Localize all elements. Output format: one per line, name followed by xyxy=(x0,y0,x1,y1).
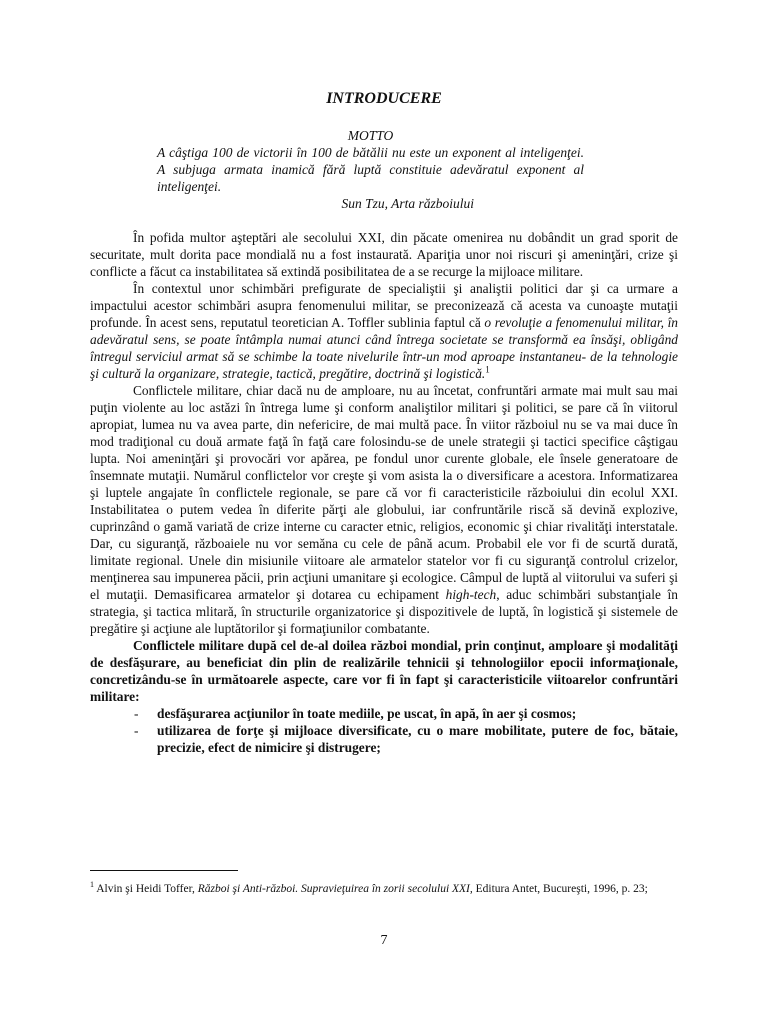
paragraph-3-text-end: , aduc schimbări substanţiale în strategia, şi tactica mlitară, în structurile organizatorice şi dispozitivele de luptă, în logistică şi sistemele de pregătire şi acţiune ale luptătorilor şi formaţiunilor combatante. xyxy=(90,587,678,636)
paragraph-3-italic-term: high-tech xyxy=(445,587,497,602)
footnote-publisher: Editura Antet, Bucureşti, 1996, p. 23; xyxy=(472,882,648,895)
motto-block xyxy=(157,127,584,212)
body-text xyxy=(90,229,678,756)
footnote-reference[interactable]: 1 xyxy=(485,364,490,375)
paragraph-2-quote: o revoluţie a fenomenului militar, în adevăratul sens, se poate întâmpla numai atunci când întrega societate se transformă ea însăşi, obligând întregul serviciul armat să se schimbe la toate nivelurile într-un mod aproape instantaneu- de la tehnologie şi cultură la organizare, strategie, tactică, pregătire, doctrină şi logistică. xyxy=(90,315,679,381)
paragraph-2-text: În contextul unor schimbări prefigurate de specialiştii şi analiştii politici dar şi ca urmare a impactului acestor schimbări asupra fenomenului militar, se preconizează că acesta va cunoaşte mutaţii profunde. În acest sens, reputatul teoretician A. Toffler sublinia faptul că xyxy=(90,281,678,330)
list-item xyxy=(90,705,678,722)
motto-attribution: Sun Tzu, Arta războiului xyxy=(341,196,474,211)
paragraph-3 xyxy=(90,382,678,637)
paragraph-3-text: Conflictele militare, chiar dacă nu de amploare, nu au încetat, confruntări armate mai mult sau mai puţin violente au loc astăzi în întrega lume şi conform analiştilor militari şi politici, se pare că în viitorul apropiat, lumea nu va avea parte, din nefericire, de mai multă pace. În viitor războiul nu se va mai duce în mod tradiţional cu două armate faţă în faţă care folosindu-se de unele strategii şi tactici specifice câştigau lupta. Noi ameninţări şi provocări vor apărea, pe fondul unor curente globale, ele însele generatoare de însemnate mutaţii. Numărul conflictelor vor creşte şi vom asista la o diversificare a acestora. Informatizarea şi luptele angajate în conflictele regionale, se pare că vor fi caracteristicile războiului din ecolul XXI. Instabilitatea o putem vedea în diferite părţi ale globului, iar confruntările riscă să devină explozive, cuprinzând o gamă variată de crize interne cu caracter etnic, religios, economic şi chiar rivalităţi interstatale. Dar, cu siguranţă, războaiele nu vor semăna cu cele de până acum. Probabil ele vor fi de scurtă durată, limitate regional. Unele din misiunile viitoare ale armatelor statelor vor fi cu siguranţă controlul crizelor, menţinerea sau impunerea păcii, prin acţiuni umanitare şi ecologice. Câmpul de luptă al viitorului va suferi şi el mutaţii. Demasificarea armatelor şi dotarea cu echipament xyxy=(90,383,678,602)
page-number: 7 xyxy=(380,933,388,948)
bullet-text: utilizarea de forţe şi mijloace diversificate, cu o mare mobilitate, putere de foc, bătaie, precizie, efect de nimicire şi distrugere; xyxy=(157,723,678,755)
bullet-text: desfăşurarea acţiunilor în toate mediile, pe uscat, în apă, în aer şi cosmos; xyxy=(157,706,577,721)
footnote-number: 1 xyxy=(90,880,94,889)
footnote-book-title: Război şi Anti-război. Supravieţuirea în zorii secolului XXI, xyxy=(197,882,473,895)
footnote-divider xyxy=(90,870,238,871)
bullet-dash: - xyxy=(134,706,139,721)
list-item xyxy=(90,722,678,756)
bullet-dash: - xyxy=(134,723,139,738)
paragraph-4: Conflictele militare după cel de-al doilea război mondial, prin conţinut, amploare şi modalităţi de desfăşurare, au beneficiat din plin de realizările tehnicii şi tehnologiilor epocii informaţionale, concretizându-se în următoarele aspecte, care vor fi în fapt şi caracteristicile viitoarelor confruntări militare: xyxy=(90,638,678,704)
paragraph-1: În pofida multor aşteptări ale secolului XXI, din păcate omenirea nu dobândit un grad sporit de securitate, mult dorita pace mondială nu a fost instaurată. Apariţia unor noi riscuri şi ameninţări, crize şi conflicte a făcut ca instabilitatea să extindă posibilitatea de a se recurge la mijloace militare. xyxy=(90,230,678,279)
motto-quote: A câştiga 100 de victorii în 100 de bătălii nu este un exponent al inteligenţei. A subjuga armata inamică fără luptă constituie adevăratul exponent al inteligenţei. xyxy=(157,145,584,194)
footnote xyxy=(90,877,678,897)
footnote-authors: Alvin şi Heidi Toffer, xyxy=(94,882,198,895)
page-title: INTRODUCERE xyxy=(326,90,442,107)
motto-label: MOTTO xyxy=(347,128,394,143)
paragraph-2 xyxy=(90,280,678,382)
bullet-list xyxy=(90,705,678,756)
